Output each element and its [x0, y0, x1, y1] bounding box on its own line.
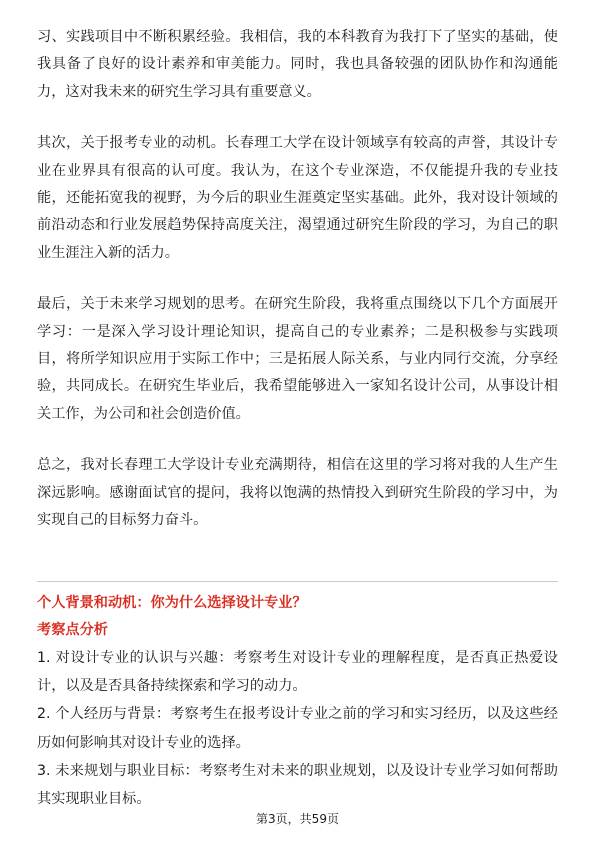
paragraph-3: 最后，关于未来学习规划的思考。在研究生阶段，我将重点围绕以下几个方面展开学习：一是深入学习设计理论知识，提高自己的专业素养；二是积极参与实践项目，将所学知识应用于实际工作中；三是拓展人际关系，与业内同行交流，分享经验，共同成长。在研究生毕业后，我希望能够进入一家知名设计公司，从事设计相关工作，为公司和社会创造价值。 [37, 296, 558, 422]
question-section [37, 590, 558, 813]
analysis-title: 考察点分析 [37, 622, 108, 638]
page-number: 第3页，共59页 [256, 812, 339, 826]
analysis-item-1: 1. 对设计专业的认识与兴趣：考察考生对设计专业的理解程度，是否真正热爱设计，以及是否具备持续探索和学习的动力。 [37, 650, 558, 695]
paragraph-1: 习、实践项目中不断积累经验。我相信，我的本科教育为我打下了坚实的基础，使我具备了良好的设计素养和审美能力。同时，我也具备较强的团队协作和沟通能力，这对我未来的研究生学习具有重要意义。 [37, 29, 558, 100]
section-divider [37, 581, 558, 582]
question-title: 个人背景和动机：你为什么选择设计专业？ [37, 595, 307, 611]
paragraph-4: 总之，我对长春理工大学设计专业充满期待，相信在这里的学习将对我的人生产生深远影响。感谢面试官的提问，我将以饱满的热情投入到研究生阶段的学习中，为实现自己的目标努力奋斗。 [37, 457, 558, 529]
analysis-item-3: 3. 未来规划与职业目标：考察考生对未来的职业规划，以及设计专业学习如何帮助其实现职业目标。 [37, 762, 558, 808]
analysis-item-2: 2. 个人经历与背景：考察考生在报考设计专业之前的学习和实习经历，以及这些经历如何影响其对设计专业的选择。 [37, 706, 558, 751]
paragraph-2: 其次，关于报考专业的动机。长春理工大学在设计领域享有较高的声誉，其设计专业在业界具有很高的认可度。我认为，在这个专业深造，不仅能提升我的专业技能，还能拓宽我的视野，为今后的职业生涯奠定坚实基础。此外，我对设计领域的前沿动态和行业发展趋势保持高度关注，渴望通过研究生阶段的学习，为自己的职业生涯注入新的活力。 [37, 135, 558, 261]
document-body [37, 24, 558, 535]
